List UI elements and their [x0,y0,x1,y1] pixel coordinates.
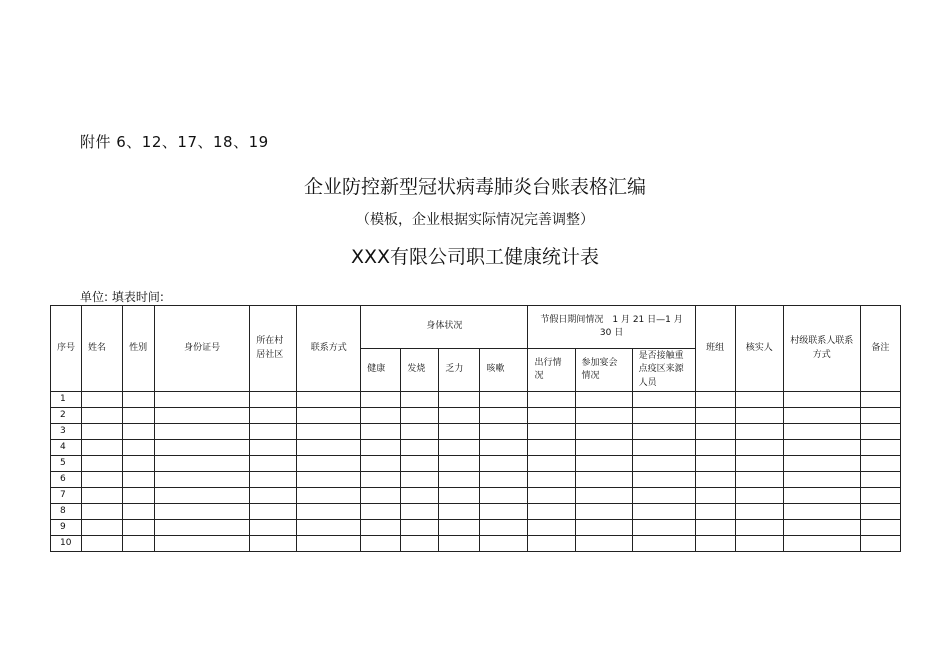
header-id-number: 身份证号 [155,306,250,392]
cell-remarks[interactable] [860,488,900,504]
header-banquet: 参加宴会情况 [575,349,632,392]
cell-remarks[interactable] [860,440,900,456]
cell-healthy[interactable] [361,488,401,504]
cell-banquet[interactable] [575,536,632,552]
table-row [51,520,901,536]
table-row [51,488,901,504]
cell-verifier[interactable] [735,504,783,520]
cell-healthy[interactable] [361,504,401,520]
cell-fatigue[interactable] [439,440,480,456]
sheet-title: XXX有限公司职工健康统计表 [350,246,600,268]
row-number-cell: 4 [51,440,82,456]
cell-team[interactable] [695,520,735,536]
cell-name[interactable] [82,520,123,536]
cell-id-number[interactable] [155,520,250,536]
cell-key-area-contact[interactable] [632,408,695,424]
cell-team[interactable] [695,488,735,504]
cell-travel[interactable] [528,424,575,440]
cell-banquet[interactable] [575,520,632,536]
cell-name[interactable] [82,504,123,520]
cell-verifier[interactable] [735,520,783,536]
header-contact: 联系方式 [297,306,361,392]
cell-banquet[interactable] [575,456,632,472]
cell-remarks[interactable] [860,472,900,488]
cell-village-contact[interactable] [783,440,860,456]
cell-key-area-contact[interactable] [632,472,695,488]
row-number-cell: 9 [51,520,82,536]
cell-team[interactable] [695,440,735,456]
cell-remarks[interactable] [860,392,900,408]
cell-fatigue[interactable] [439,520,480,536]
cell-healthy[interactable] [361,440,401,456]
cell-banquet[interactable] [575,472,632,488]
cell-cough[interactable] [480,536,528,552]
cell-id-number[interactable] [155,392,250,408]
table-row [51,424,901,440]
cell-fever[interactable] [401,408,439,424]
cell-key-area-contact[interactable] [632,424,695,440]
cell-contact[interactable] [297,440,361,456]
cell-key-area-contact[interactable] [632,536,695,552]
cell-fever[interactable] [401,520,439,536]
unit-fill-time-line: 单位: 填表时间: [80,290,164,304]
row-number-cell: 5 [51,456,82,472]
cell-healthy[interactable] [361,536,401,552]
cell-gender[interactable] [123,424,155,440]
cell-village-contact[interactable] [783,520,860,536]
header-row-top [51,306,901,349]
cell-community[interactable] [250,408,297,424]
cell-contact[interactable] [297,456,361,472]
cell-village-contact[interactable] [783,456,860,472]
header-healthy: 健康 [361,349,401,392]
cell-banquet[interactable] [575,440,632,456]
cell-name[interactable] [82,408,123,424]
cell-name[interactable] [82,392,123,408]
cell-verifier[interactable] [735,440,783,456]
table-row [51,440,901,456]
cell-village-contact[interactable] [783,408,860,424]
cell-name[interactable] [82,456,123,472]
header-health-status: 身体状况 [361,306,528,349]
cell-gender[interactable] [123,392,155,408]
cell-village-contact[interactable] [783,424,860,440]
cell-village-contact[interactable] [783,504,860,520]
cell-verifier[interactable] [735,424,783,440]
cell-key-area-contact[interactable] [632,520,695,536]
row-number-cell: 6 [51,472,82,488]
cell-contact[interactable] [297,488,361,504]
cell-healthy[interactable] [361,408,401,424]
cell-id-number[interactable] [155,424,250,440]
cell-community[interactable] [250,440,297,456]
cell-key-area-contact[interactable] [632,392,695,408]
cell-verifier[interactable] [735,392,783,408]
cell-contact[interactable] [297,536,361,552]
cell-healthy[interactable] [361,472,401,488]
row-number-cell: 8 [51,504,82,520]
cell-travel[interactable] [528,472,575,488]
cell-name[interactable] [82,440,123,456]
cell-id-number[interactable] [155,456,250,472]
cell-team[interactable] [695,392,735,408]
cell-travel[interactable] [528,392,575,408]
cell-community[interactable] [250,504,297,520]
cell-team[interactable] [695,504,735,520]
cell-name[interactable] [82,424,123,440]
cell-gender[interactable] [123,408,155,424]
cell-team[interactable] [695,536,735,552]
row-number-cell: 1 [51,392,82,408]
cell-contact[interactable] [297,392,361,408]
cell-name[interactable] [82,472,123,488]
cell-banquet[interactable] [575,504,632,520]
header-verifier: 核实人 [735,306,783,392]
table-body [51,392,901,552]
cell-team[interactable] [695,424,735,440]
cell-healthy[interactable] [361,456,401,472]
cell-id-number[interactable] [155,488,250,504]
cell-fatigue[interactable] [439,536,480,552]
cell-cough[interactable] [480,424,528,440]
cell-contact[interactable] [297,424,361,440]
cell-id-number[interactable] [155,408,250,424]
header-team: 班组 [695,306,735,392]
row-number-cell: 10 [51,536,82,552]
header-gender: 性别 [123,306,155,392]
cell-gender[interactable] [123,472,155,488]
table-row [51,472,901,488]
cell-team[interactable] [695,408,735,424]
cell-id-number[interactable] [155,504,250,520]
cell-verifier[interactable] [735,456,783,472]
cell-village-contact[interactable] [783,472,860,488]
cell-travel[interactable] [528,504,575,520]
header-remarks: 备注 [860,306,900,392]
cell-gender[interactable] [123,520,155,536]
cell-community[interactable] [250,488,297,504]
cell-fever[interactable] [401,536,439,552]
document-subtitle: （模板，企业根据实际情况完善调整） [356,212,594,228]
cell-verifier[interactable] [735,488,783,504]
table-row [51,392,901,408]
cell-verifier[interactable] [735,408,783,424]
cell-key-area-contact[interactable] [632,456,695,472]
cell-contact[interactable] [297,504,361,520]
cell-verifier[interactable] [735,472,783,488]
cell-remarks[interactable] [860,456,900,472]
cell-fatigue[interactable] [439,472,480,488]
header-travel: 出行情况 [528,349,575,392]
cell-healthy[interactable] [361,520,401,536]
row-number-cell: 3 [51,424,82,440]
cell-remarks[interactable] [860,424,900,440]
table-row [51,408,901,424]
cell-fever[interactable] [401,456,439,472]
header-key-area-contact: 是否接触重点疫区来源人员 [632,349,695,392]
attachment-label: 附件 6、12、17、18、19 [80,133,269,151]
cell-community[interactable] [250,472,297,488]
header-fever: 发烧 [401,349,439,392]
cell-community[interactable] [250,536,297,552]
header-village-contact: 村级联系人联系方式 [783,306,860,392]
health-statistics-table [50,305,901,552]
cell-community[interactable] [250,456,297,472]
cell-verifier[interactable] [735,536,783,552]
cell-banquet[interactable] [575,392,632,408]
cell-cough[interactable] [480,408,528,424]
cell-fever[interactable] [401,392,439,408]
cell-remarks[interactable] [860,408,900,424]
header-name: 姓名 [82,306,123,392]
cell-banquet[interactable] [575,488,632,504]
cell-remarks[interactable] [860,504,900,520]
cell-gender[interactable] [123,536,155,552]
cell-name[interactable] [82,536,123,552]
cell-fever[interactable] [401,472,439,488]
cell-key-area-contact[interactable] [632,504,695,520]
cell-id-number[interactable] [155,440,250,456]
cell-gender[interactable] [123,504,155,520]
cell-fever[interactable] [401,488,439,504]
cell-village-contact[interactable] [783,392,860,408]
cell-fatigue[interactable] [439,456,480,472]
cell-cough[interactable] [480,456,528,472]
cell-cough[interactable] [480,520,528,536]
cell-cough[interactable] [480,392,528,408]
cell-team[interactable] [695,456,735,472]
cell-travel[interactable] [528,536,575,552]
cell-healthy[interactable] [361,424,401,440]
cell-remarks[interactable] [860,536,900,552]
cell-fever[interactable] [401,424,439,440]
cell-travel[interactable] [528,440,575,456]
cell-travel[interactable] [528,408,575,424]
cell-fatigue[interactable] [439,424,480,440]
cell-community[interactable] [250,424,297,440]
cell-gender[interactable] [123,456,155,472]
header-community: 所在村居社区 [250,306,297,392]
cell-contact[interactable] [297,520,361,536]
cell-travel[interactable] [528,520,575,536]
document-title: 企业防控新型冠状病毒肺炎台账表格汇编 [303,176,646,198]
cell-contact[interactable] [297,472,361,488]
cell-banquet[interactable] [575,408,632,424]
cell-community[interactable] [250,520,297,536]
header-fatigue: 乏力 [439,349,480,392]
cell-fatigue[interactable] [439,488,480,504]
row-number-cell: 2 [51,408,82,424]
table-row [51,504,901,520]
cell-gender[interactable] [123,440,155,456]
cell-fever[interactable] [401,504,439,520]
cell-name[interactable] [82,488,123,504]
table-row [51,456,901,472]
header-holiday-situation: 节假日期间情况 1 月 21 日—1 月 30 日 [528,306,695,349]
header-seq: 序号 [51,306,82,392]
cell-village-contact[interactable] [783,536,860,552]
cell-team[interactable] [695,472,735,488]
cell-travel[interactable] [528,488,575,504]
cell-travel[interactable] [528,456,575,472]
header-cough: 咳嗽 [480,349,528,392]
cell-key-area-contact[interactable] [632,488,695,504]
cell-cough[interactable] [480,504,528,520]
cell-fatigue[interactable] [439,408,480,424]
cell-fever[interactable] [401,440,439,456]
cell-id-number[interactable] [155,536,250,552]
cell-healthy[interactable] [361,392,401,408]
cell-village-contact[interactable] [783,488,860,504]
cell-fatigue[interactable] [439,392,480,408]
cell-cough[interactable] [480,472,528,488]
cell-fatigue[interactable] [439,504,480,520]
cell-cough[interactable] [480,440,528,456]
cell-community[interactable] [250,392,297,408]
cell-remarks[interactable] [860,520,900,536]
cell-cough[interactable] [480,488,528,504]
cell-banquet[interactable] [575,424,632,440]
row-number-cell: 7 [51,488,82,504]
cell-gender[interactable] [123,488,155,504]
cell-contact[interactable] [297,408,361,424]
table-row [51,536,901,552]
cell-id-number[interactable] [155,472,250,488]
cell-key-area-contact[interactable] [632,440,695,456]
